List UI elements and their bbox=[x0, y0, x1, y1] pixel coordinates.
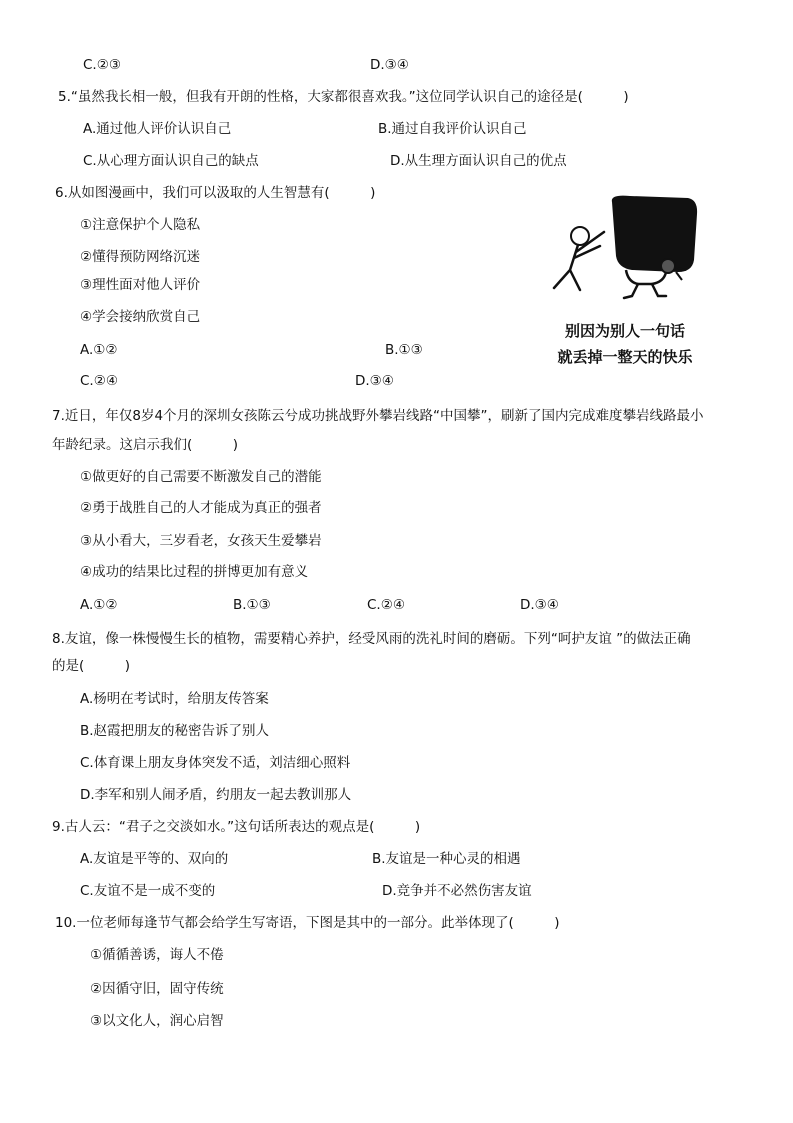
q7-option-a: A.①② bbox=[80, 597, 118, 613]
q10-stem: 10.一位老师每逢节气都会给学生写寄语，下图是其中的一部分。此举体现了( ) bbox=[55, 915, 560, 931]
q7-stem-line1: 7.近日，年仅8岁4个月的深圳女孩陈云兮成功挑战野外攀岩线路“中国攀”，刷新了国内完成难度攀岩线路最小 bbox=[52, 408, 704, 424]
q8-stem-line1: 8.友谊，像一株慢慢生长的植物，需要精心养护，经受风雨的洗礼时间的磨砺。下列“呵护友谊 ”的做法正确 bbox=[52, 631, 691, 647]
q6-item-2: ②懂得预防网络沉迷 bbox=[80, 249, 201, 265]
q8-stem-line2: 的是( ) bbox=[52, 658, 131, 674]
q10-item-2: ②因循守旧，固守传统 bbox=[90, 981, 224, 997]
q6-item-4: ④学会接纳欣赏自己 bbox=[80, 309, 201, 325]
q8-option-a: A.杨明在考试时，给朋友传答案 bbox=[80, 691, 269, 707]
q9-option-c: C.友谊不是一成不变的 bbox=[80, 883, 216, 899]
q5-option-c: C.从心理方面认识自己的缺点 bbox=[83, 153, 259, 169]
cartoon-caption-line2: 就丢掉一整天的快乐 bbox=[557, 348, 693, 366]
q5-option-a: A.通过他人评价认识自己 bbox=[83, 121, 232, 137]
q4-option-d: D.③④ bbox=[370, 57, 409, 73]
q9-option-d: D.竞争并不必然伤害友谊 bbox=[382, 883, 532, 899]
q9-stem: 9.古人云：“君子之交淡如水。”这句话所表达的观点是( ) bbox=[52, 819, 421, 835]
q6-stem: 6.从如图漫画中，我们可以汲取的人生智慧有( ) bbox=[55, 185, 376, 201]
q8-option-c: C.体育课上朋友身体突发不适，刘洁细心照料 bbox=[80, 755, 351, 771]
q6-option-d: D.③④ bbox=[355, 373, 394, 389]
q6-option-c: C.②④ bbox=[80, 373, 118, 389]
q7-stem-line2: 年龄纪录。这启示我们( ) bbox=[52, 437, 239, 453]
cartoon-caption-line1: 别因为别人一句话 bbox=[564, 322, 685, 340]
q6-item-3: ③理性面对他人评价 bbox=[80, 277, 201, 293]
cartoon-illustration bbox=[540, 192, 710, 372]
q6-option-b: B.①③ bbox=[385, 342, 423, 358]
q6-option-a: A.①② bbox=[80, 342, 118, 358]
q7-option-d: D.③④ bbox=[520, 597, 559, 613]
q5-option-d: D.从生理方面认识自己的优点 bbox=[390, 153, 567, 169]
q7-option-c: C.②④ bbox=[367, 597, 405, 613]
q7-item-3: ③从小看大，三岁看老，女孩天生爱攀岩 bbox=[80, 533, 322, 549]
q10-item-1: ①循循善诱，诲人不倦 bbox=[90, 947, 224, 963]
q5-stem: 5.“虽然我长相一般，但我有开朗的性格，大家都很喜欢我。”这位同学认识自己的途径是( ) bbox=[58, 89, 629, 105]
q7-item-2: ②勇于战胜自己的人才能成为真正的强者 bbox=[80, 500, 322, 516]
q9-option-a: A.友谊是平等的、双向的 bbox=[80, 851, 229, 867]
q7-item-1: ①做更好的自己需要不断激发自己的潜能 bbox=[80, 469, 322, 485]
q6-item-1: ①注意保护个人隐私 bbox=[80, 217, 201, 233]
q10-item-3: ③以文化人，润心启智 bbox=[90, 1013, 224, 1029]
q7-option-b: B.①③ bbox=[233, 597, 271, 613]
q5-option-b: B.通过自我评价认识自己 bbox=[378, 121, 527, 137]
q4-option-c: C.②③ bbox=[83, 57, 121, 73]
q7-item-4: ④成功的结果比过程的拼博更加有意义 bbox=[80, 564, 309, 580]
q9-option-b: B.友谊是一种心灵的相遇 bbox=[372, 851, 521, 867]
q8-option-b: B.赵霞把朋友的秘密告诉了别人 bbox=[80, 723, 270, 739]
q8-option-d: D.李军和别人闹矛盾，约朋友一起去教训那人 bbox=[80, 787, 352, 803]
